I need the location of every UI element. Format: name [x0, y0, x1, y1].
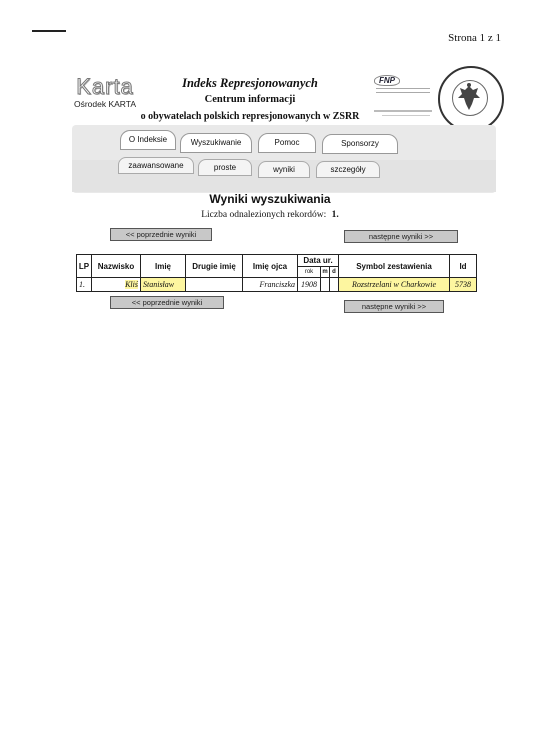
- tab-pomoc[interactable]: Pomoc: [258, 133, 316, 153]
- col-id: Id: [450, 255, 477, 278]
- page-count: Strona 1 z 1: [448, 32, 501, 44]
- col-symbol: Symbol zestawienia: [339, 255, 450, 278]
- cell-nazwisko-text[interactable]: Kliś: [125, 280, 138, 289]
- cell-imie[interactable]: Stanisław: [141, 278, 186, 292]
- subtab-szczegoly[interactable]: szczegóły: [316, 161, 380, 178]
- karta-logo[interactable]: [70, 76, 140, 109]
- logo-subtitle: Ośrodek KARTA: [73, 99, 137, 109]
- cell-rok: 1908: [298, 278, 321, 292]
- site-description: o obywatelach polskich represjonowanych w ZSRR: [140, 111, 360, 122]
- scan-mark: [32, 30, 66, 32]
- cell-drugie-imie: [186, 278, 243, 292]
- col-m: m: [321, 267, 330, 278]
- next-results-link-bottom[interactable]: następne wyniki >>: [344, 300, 444, 313]
- ministry-logo[interactable]: [372, 107, 436, 121]
- cell-id[interactable]: 5738: [450, 278, 477, 292]
- col-data-ur: Data ur.: [298, 255, 339, 267]
- fnp-mark: FNP: [374, 75, 400, 86]
- col-d: d: [330, 267, 339, 278]
- logo-word: Karta: [76, 74, 134, 99]
- prev-results-link-bottom[interactable]: << poprzednie wyniki: [110, 296, 224, 309]
- cell-d: [330, 278, 339, 292]
- cell-lp: 1.: [77, 278, 92, 292]
- col-nazwisko: Nazwisko: [92, 255, 141, 278]
- results-count-label: Liczba odnalezionych rekordów:: [201, 210, 327, 220]
- col-drugie-imie: Drugie imię: [186, 255, 243, 278]
- tab-wyszukiwanie[interactable]: Wyszukiwanie: [180, 133, 252, 153]
- cell-m: [321, 278, 330, 292]
- site-subtitle: Centrum informacji: [204, 94, 296, 105]
- results-table: [76, 254, 477, 292]
- fnp-tagline: [376, 88, 430, 93]
- col-imie: Imię: [141, 255, 186, 278]
- fnp-logo[interactable]: [372, 75, 434, 97]
- ministry-bar: [374, 110, 432, 112]
- results-count: [150, 210, 390, 220]
- prev-results-link-top[interactable]: << poprzednie wyniki: [110, 228, 212, 241]
- subtab-wyniki[interactable]: wyniki: [258, 161, 310, 178]
- results-title: Wyniki wyszukiwania: [209, 192, 331, 206]
- cell-imie-ojca: Franciszka: [243, 278, 298, 292]
- col-rok: rok: [298, 267, 321, 278]
- col-lp: LP: [77, 255, 92, 278]
- table-row[interactable]: [77, 278, 477, 292]
- next-results-link-top[interactable]: następne wyniki >>: [344, 230, 458, 243]
- results-count-value: 1.: [331, 210, 339, 220]
- ministry-bar-2: [382, 115, 430, 116]
- eagle-seal-icon: [438, 66, 504, 132]
- cell-symbol[interactable]: Rozstrzelani w Charkowie: [339, 278, 450, 292]
- subtab-zaawansowane[interactable]: zaawansowane: [118, 157, 194, 174]
- col-imie-ojca: Imię ojca: [243, 255, 298, 278]
- site-title: Indeks Represjonowanych: [182, 76, 318, 90]
- subtab-proste[interactable]: proste: [198, 159, 252, 176]
- tab-sponsorzy[interactable]: Sponsorzy: [322, 134, 398, 154]
- cell-nazwisko[interactable]: [92, 278, 141, 292]
- tab-o-indeksie[interactable]: O Indeksie: [120, 130, 176, 150]
- eagle-icon: [438, 66, 500, 128]
